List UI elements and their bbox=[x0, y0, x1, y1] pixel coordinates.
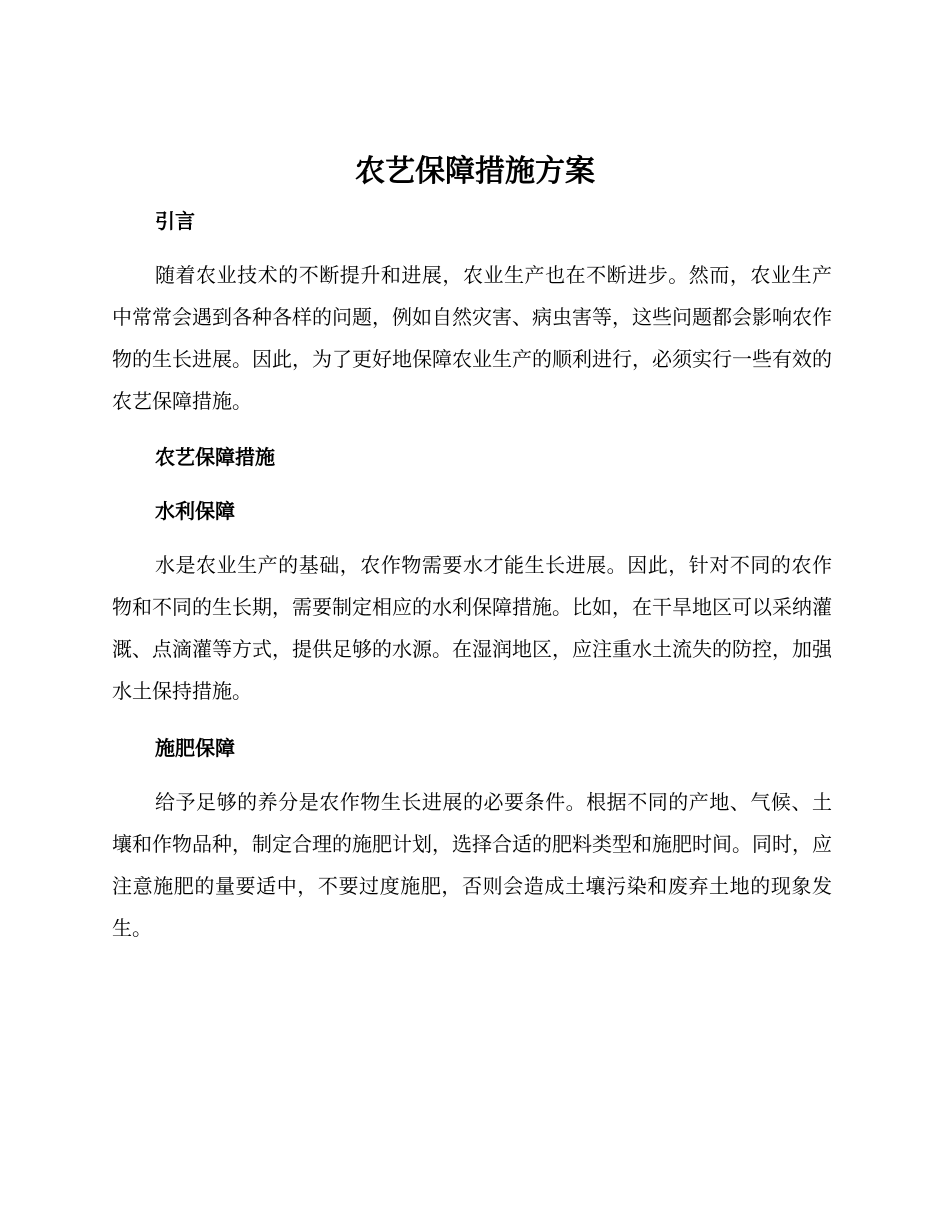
section-heading-water-conservancy: 水利保障 bbox=[155, 499, 235, 523]
water-conservancy-paragraph: 水是农业生产的基础，农作物需要水才能生长进展。因此，针对不同的农作物和不同的生长期，需要制定相应的水利保障措施。比如，在干旱地区可以采纳灌溉、点滴灌等方式，提供足够的水源。在湿润地区，应注重水土流失的防控，加强水土保持措施。 bbox=[112, 553, 832, 703]
introduction-paragraph: 随着农业技术的不断提升和进展，农业生产也在不断进步。然而，农业生产中常常会遇到各种各样的问题，例如自然灾害、病虫害等，这些问题都会影响农作物的生长进展。因此，为了更好地保障农业生产的顺利进行，必须实行一些有效的农艺保障措施。 bbox=[112, 263, 832, 413]
fertilization-paragraph: 给予足够的养分是农作物生长进展的必要条件。根据不同的产地、气候、土壤和作物品种，制定合理的施肥计划，选择合适的肥料类型和施肥时间。同时，应注意施肥的量要适中，不要过度施肥，否则会造成土壤污染和废弃土地的现象发生。 bbox=[112, 790, 832, 940]
section-heading-agronomic-measures: 农艺保障措施 bbox=[155, 445, 275, 469]
section-heading-introduction: 引言 bbox=[155, 209, 195, 233]
document-title: 农艺保障措施方案 bbox=[355, 154, 595, 189]
section-heading-fertilization: 施肥保障 bbox=[155, 736, 235, 760]
